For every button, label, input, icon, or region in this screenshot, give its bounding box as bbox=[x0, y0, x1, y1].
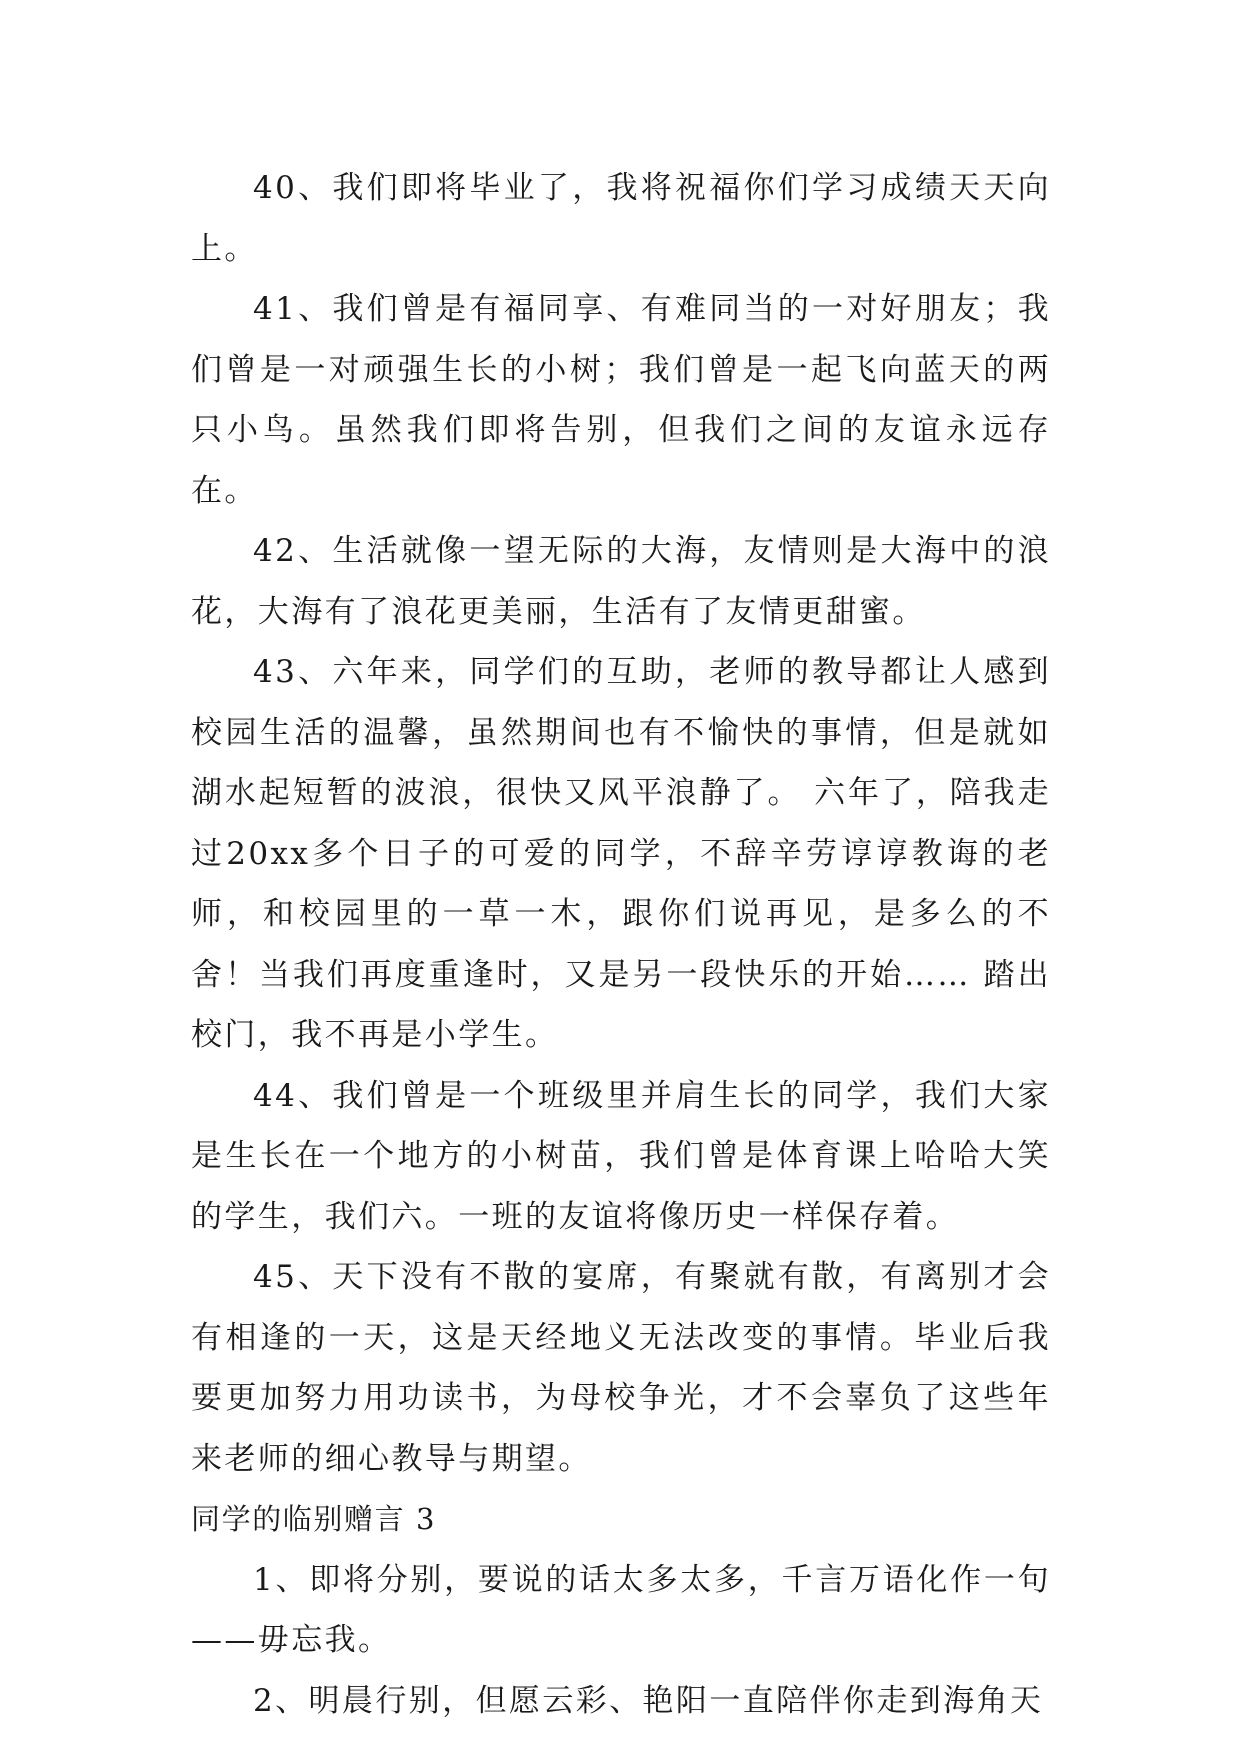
paragraph-1: 1、即将分别，要说的话太多太多，千言万语化作一句——毋忘我。 bbox=[191, 1561, 1051, 1658]
paragraph-40: 40、我们即将毕业了，我将祝福你们学习成绩天天向上。 bbox=[191, 170, 1051, 267]
paragraph-44: 44、我们曾是一个班级里并肩生长的同学，我们大家是生长在一个地方的小树苗，我们曾是体育课上哈哈大笑的学生，我们六。一班的友谊将像历史一样保存着。 bbox=[191, 1077, 1051, 1235]
paragraph-41: 41、我们曾是有福同享、有难同当的一对好朋友；我们曾是一对顽强生长的小树；我们曾是一起飞向蓝天的两只小鸟。虽然我们即将告别，但我们之间的友谊永远存在。 bbox=[191, 291, 1051, 509]
paragraph-42: 42、生活就像一望无际的大海，友情则是大海中的浪花，大海有了浪花更美丽，生活有了友情更甜蜜。 bbox=[191, 533, 1051, 630]
section-heading: 同学的临别赠言 3 bbox=[191, 1502, 437, 1536]
document-body bbox=[191, 158, 1051, 1731]
paragraph-2: 2、明晨行别，但愿云彩、艳阳一直陪伴你走到海角天 bbox=[253, 1682, 1044, 1719]
paragraph-45: 45、天下没有不散的宴席，有聚就有散，有离别才会有相逢的一天，这是天经地义无法改变的事情。毕业后我要更加努力用功读书，为母校争光，才不会辜负了这些年来老师的细心教导与期望。 bbox=[191, 1259, 1051, 1477]
paragraph-43: 43、六年来，同学们的互助，老师的教导都让人感到校园生活的温馨，虽然期间也有不愉快的事情，但是就如湖水起短暂的波浪，很快又风平浪静了。 六年了，陪我走过20xx多个日子的可爱的同学，不辞辛劳谆谆教诲的老师，和校园里的一草一木，跟你们说再见，是多么的不舍！当我们再度重逢时，又是另一段快乐的开始…… 踏出校门，我不再是小学生。 bbox=[191, 654, 1051, 1053]
